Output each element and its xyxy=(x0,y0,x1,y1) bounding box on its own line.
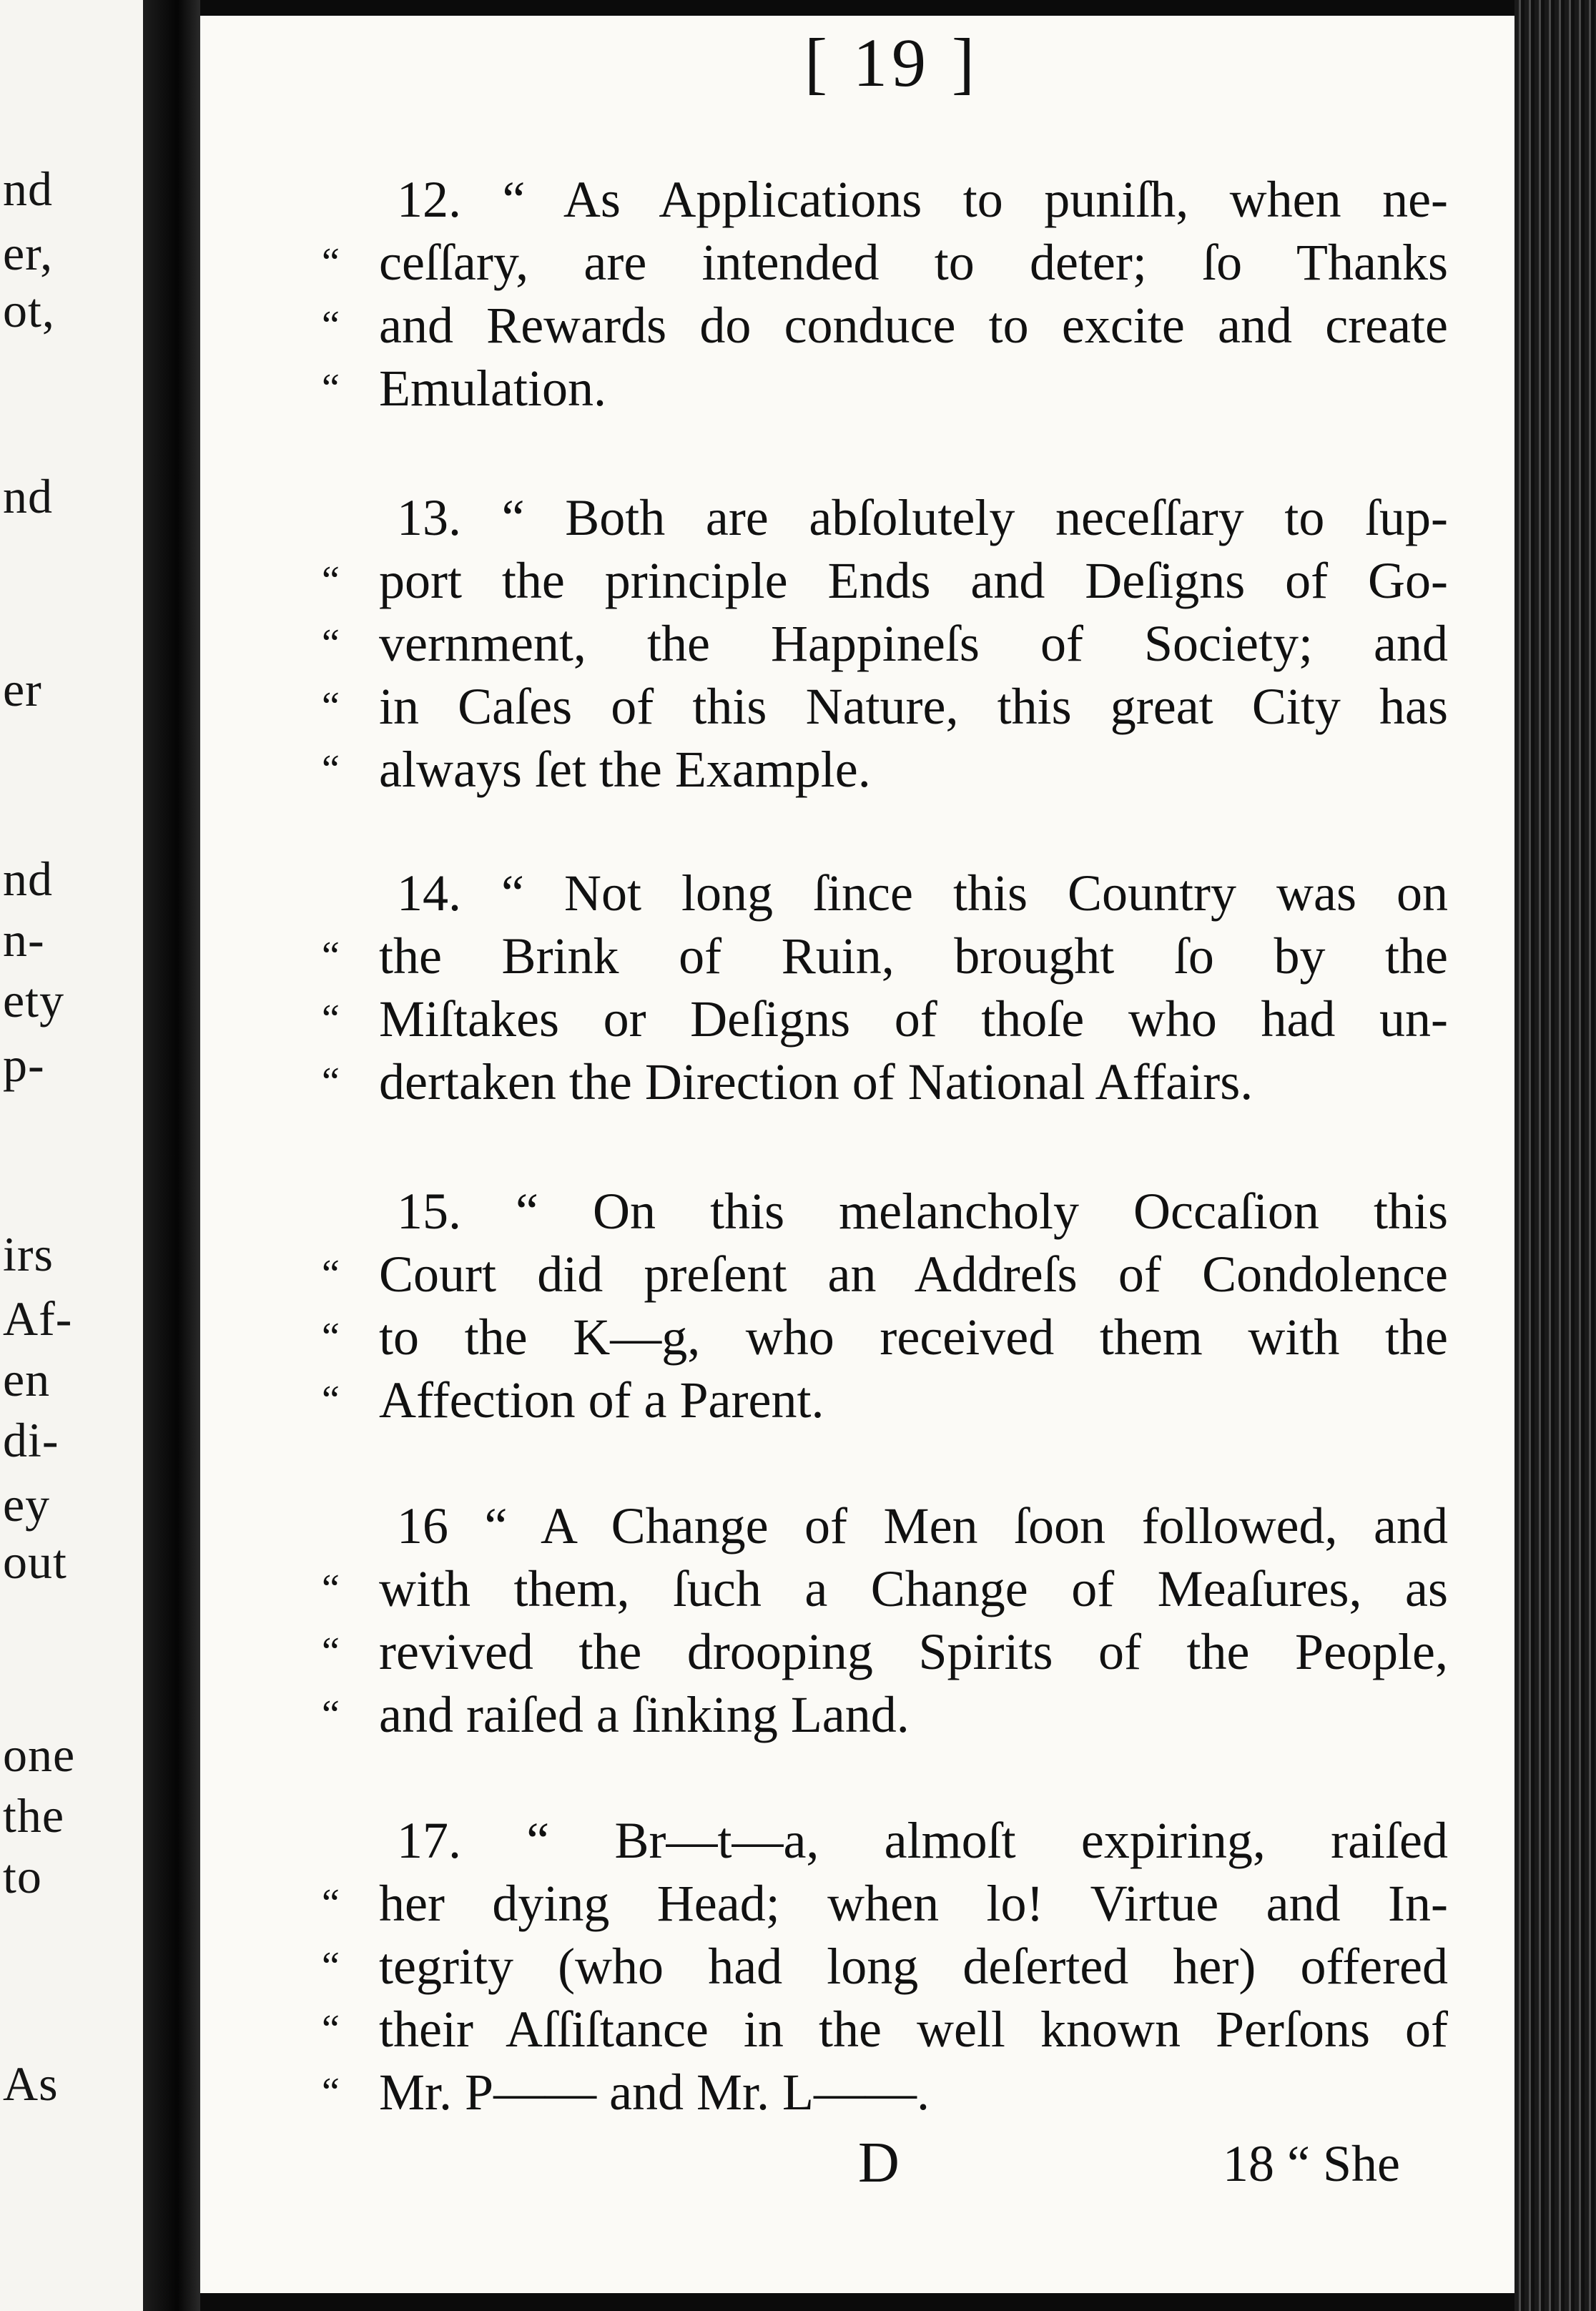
text-line xyxy=(322,1369,1448,1432)
previous-page-text-fragment: Af- xyxy=(3,1291,73,1346)
previous-page-edge xyxy=(0,0,143,2311)
previous-page-text-fragment: er, xyxy=(3,226,54,280)
text-line xyxy=(322,1306,1448,1369)
text-line xyxy=(322,2061,1448,2124)
previous-page-text-fragment: di- xyxy=(3,1413,59,1467)
running-quote-mark: “ xyxy=(322,2007,340,2051)
line-text: with them, ſuch a Change of Meaſures, as xyxy=(379,1560,1448,1617)
text-line xyxy=(322,1050,1448,1113)
text-line xyxy=(322,675,1448,738)
running-quote-mark: “ xyxy=(322,366,340,410)
running-quote-mark: “ xyxy=(322,1944,340,1989)
previous-page-text-fragment: en xyxy=(3,1352,51,1406)
catchword: 18 “ She xyxy=(1223,2135,1400,2192)
line-text: Mr. P—— and Mr. L——. xyxy=(379,2064,930,2121)
line-text: always ſet the Example. xyxy=(379,741,871,798)
line-text: in Caſes of this Nature, this great City has xyxy=(379,678,1448,735)
line-text: port the principle Ends and Deſigns of Go- xyxy=(379,552,1448,609)
running-quote-mark: “ xyxy=(322,1630,340,1674)
running-quote-mark: “ xyxy=(322,558,340,603)
line-text: their Aſſiſtance in the well known Perſons of xyxy=(379,2001,1448,2058)
line-text: revived the drooping Spirits of the People, xyxy=(379,1623,1448,1680)
previous-page-text-fragment: ey xyxy=(3,1477,51,1532)
text-line xyxy=(322,1809,1448,1872)
line-text: ceſſary, are intended to deter; ſo Thanks xyxy=(379,234,1448,291)
previous-page-text-fragment: nd xyxy=(3,469,53,523)
numbered-paragraph xyxy=(322,1809,1448,2124)
text-line xyxy=(322,549,1448,612)
text-line xyxy=(322,357,1448,420)
line-text: 12. “ As Applications to puniſh, when ne- xyxy=(397,171,1448,228)
line-text: 15. “ On this melancholy Occaſion this xyxy=(397,1183,1448,1240)
line-text: Miſtakes or Deſigns of thoſe who had un- xyxy=(379,990,1448,1048)
text-line xyxy=(322,294,1448,357)
text-line xyxy=(322,1494,1448,1557)
line-text: Affection of a Parent. xyxy=(379,1371,824,1429)
numbered-paragraph xyxy=(322,1494,1448,1746)
text-line xyxy=(322,231,1448,294)
text-line xyxy=(322,486,1448,549)
previous-page-text-fragment: ot, xyxy=(3,283,55,337)
numbered-paragraph xyxy=(322,862,1448,1113)
previous-page-text-fragment: As xyxy=(3,2056,59,2111)
previous-page-text-fragment: one xyxy=(3,1728,76,1782)
running-quote-mark: “ xyxy=(322,1881,340,1926)
running-quote-mark: “ xyxy=(322,303,340,348)
numbered-paragraph xyxy=(322,1180,1448,1432)
running-quote-mark: “ xyxy=(322,1567,340,1611)
text-line xyxy=(322,987,1448,1050)
line-text: her dying Head; when lo! Virtue and In- xyxy=(379,1875,1448,1932)
line-text: vernment, the Happineſs of Society; and xyxy=(379,615,1448,672)
previous-page-text-fragment: nd xyxy=(3,852,53,906)
line-text: 14. “ Not long ſince this Country was on xyxy=(397,864,1448,922)
previous-page-text-fragment: p- xyxy=(3,1038,45,1092)
previous-page-text-fragment: n- xyxy=(3,912,45,967)
previous-page-text-fragment: to xyxy=(3,1849,42,1903)
line-text: and Rewards do conduce to excite and create xyxy=(379,297,1448,354)
line-text: and raiſed a ſinking Land. xyxy=(379,1686,910,1743)
page-block-edge xyxy=(1514,0,1596,2311)
numbered-paragraph xyxy=(322,486,1448,801)
line-text: dertaken the Direction of National Affairs. xyxy=(379,1053,1253,1110)
running-quote-mark: “ xyxy=(322,1378,340,1422)
line-text: 17. “ Br—t—a, almoſt expiring, raiſed xyxy=(397,1812,1448,1869)
book-gutter xyxy=(143,0,200,2311)
text-line xyxy=(322,612,1448,675)
line-text: to the K—g, who received them with the xyxy=(379,1309,1448,1366)
previous-page-text-fragment: the xyxy=(3,1788,65,1843)
text-line xyxy=(322,1243,1448,1306)
text-line xyxy=(322,1557,1448,1620)
line-text: 16 “ A Change of Men ſoon followed, and xyxy=(397,1497,1448,1554)
text-line xyxy=(322,1620,1448,1683)
running-quote-mark: “ xyxy=(322,240,340,285)
line-text: 13. “ Both are abſolutely neceſſary to ſup- xyxy=(397,489,1448,546)
running-quote-mark: “ xyxy=(322,684,340,729)
line-text: Emulation. xyxy=(379,360,606,417)
running-quote-mark: “ xyxy=(322,1315,340,1359)
running-quote-mark: “ xyxy=(322,1692,340,1737)
previous-page-text-fragment: nd xyxy=(3,162,53,216)
previous-page-text-fragment: ety xyxy=(3,973,65,1028)
previous-page-text-fragment: irs xyxy=(3,1227,54,1281)
previous-page-text-fragment: er xyxy=(3,662,42,716)
text-line xyxy=(322,1180,1448,1243)
running-quote-mark: “ xyxy=(322,747,340,792)
running-quote-mark: “ xyxy=(322,621,340,666)
text-line xyxy=(322,738,1448,801)
running-quote-mark: “ xyxy=(322,1060,340,1104)
line-text: Court did preſent an Addreſs of Condolence xyxy=(379,1246,1448,1303)
text-line xyxy=(322,1683,1448,1746)
running-quote-mark: “ xyxy=(322,1252,340,1296)
running-quote-mark: “ xyxy=(322,997,340,1041)
previous-page-text-fragment: out xyxy=(3,1534,67,1589)
text-line xyxy=(322,1872,1448,1935)
text-line xyxy=(322,168,1448,231)
text-line xyxy=(322,1935,1448,1998)
line-text: the Brink of Ruin, brought ſo by the xyxy=(379,927,1448,985)
text-line xyxy=(322,1998,1448,2061)
text-line xyxy=(322,925,1448,987)
running-quote-mark: “ xyxy=(322,934,340,978)
page-number: [ 19 ] xyxy=(804,24,979,101)
numbered-paragraph xyxy=(322,168,1448,420)
text-line xyxy=(322,862,1448,925)
running-quote-mark: “ xyxy=(322,2070,340,2114)
signature-mark: D xyxy=(858,2132,900,2194)
line-text: tegrity (who had long deſerted her) offered xyxy=(379,1938,1448,1995)
